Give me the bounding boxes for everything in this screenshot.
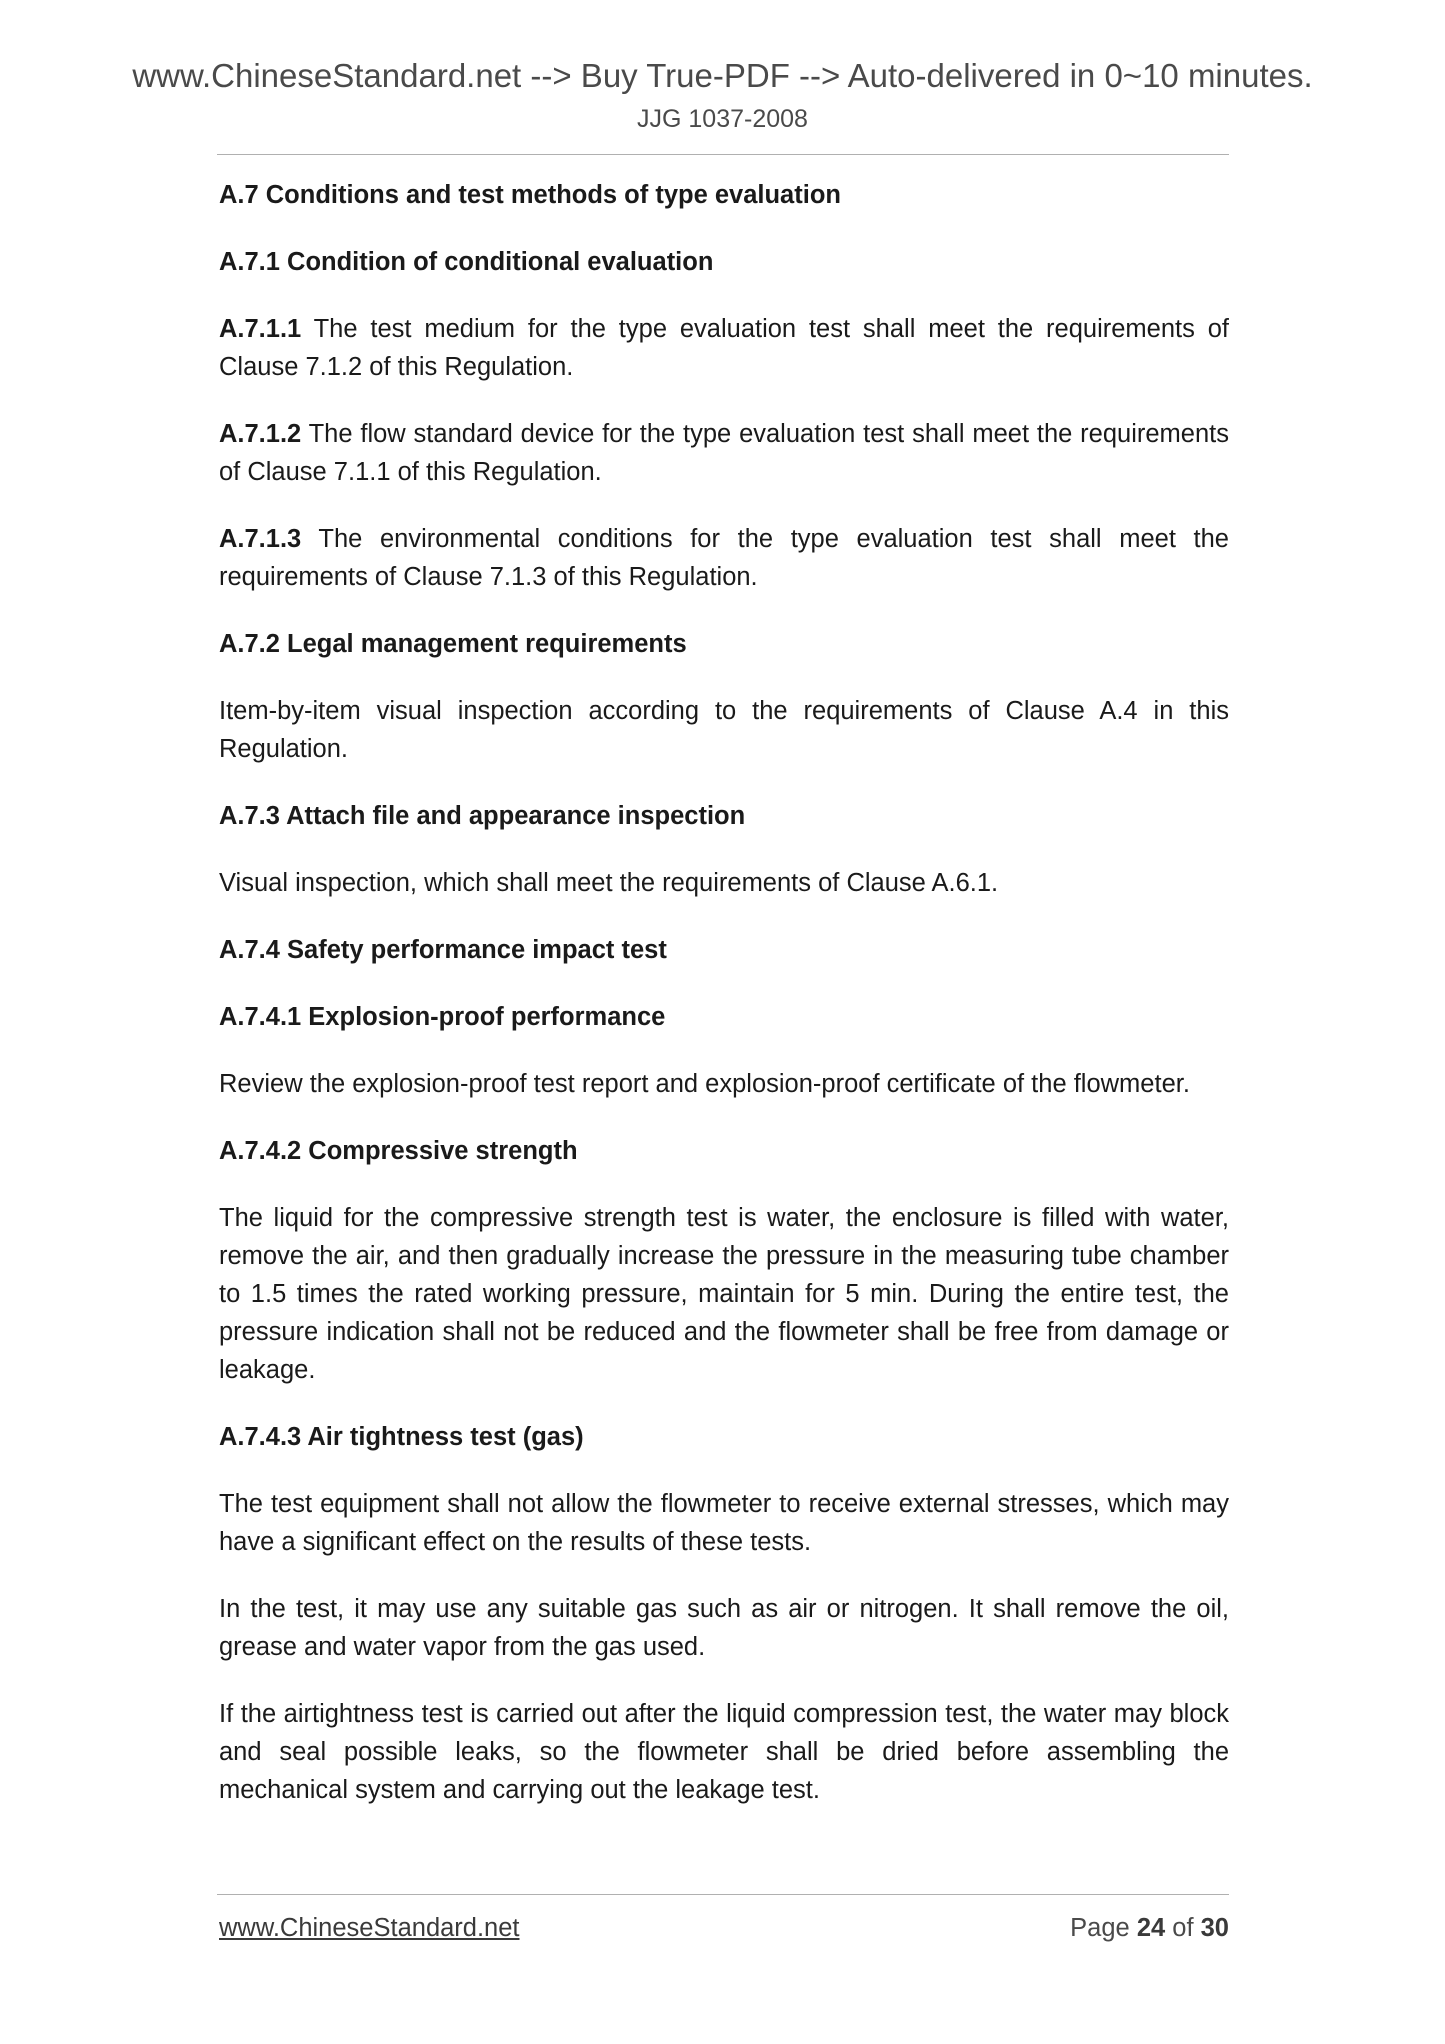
section-heading-a7-4-1: A.7.4.1 Explosion-proof performance	[219, 1003, 666, 1031]
page-number	[1070, 1911, 1229, 1945]
header-divider	[217, 154, 1229, 155]
clause-text: The flow standard device for the type evaluation test shall meet the requirements of Clause 7.1.1 of this Regulation.	[219, 420, 1229, 486]
clause-text: The environmental conditions for the type evaluation test shall meet the requirements of Clause 7.1.3 of this Regulation.	[219, 525, 1229, 591]
section-heading-a7-2: A.7.2 Legal management requirements	[219, 630, 687, 658]
section-heading-a7: A.7 Conditions and test methods of type evaluation	[219, 181, 841, 209]
paragraph-a7-4-3-2: In the test, it may use any suitable gas such as air or nitrogen. It shall remove the oil, grease and water vapor from the gas used.	[219, 1595, 1229, 1661]
footer-divider	[217, 1894, 1229, 1895]
paragraph-a7-4-1: Review the explosion-proof test report and explosion-proof certificate of the flowmeter.	[219, 1070, 1190, 1098]
clause-a7-1-3	[219, 520, 1229, 596]
section-heading-a7-3: A.7.3 Attach file and appearance inspection	[219, 802, 746, 830]
page-label: Page	[1070, 1914, 1137, 1942]
document-body	[219, 176, 1229, 1838]
document-code: JJG 1037-2008	[637, 105, 808, 133]
clause-a7-1-1	[219, 310, 1229, 386]
page-current: 24	[1136, 1914, 1166, 1942]
clause-number: A.7.1.2	[219, 420, 302, 448]
paragraph-a7-4-3-1: The test equipment shall not allow the flowmeter to receive external stresses, which may have a significant effect on the results of these tests.	[219, 1490, 1229, 1556]
page-of: of	[1165, 1914, 1201, 1942]
paragraph-a7-3: Visual inspection, which shall meet the requirements of Clause A.6.1.	[219, 869, 999, 897]
section-heading-a7-4-3: A.7.4.3 Air tightness test (gas)	[219, 1423, 584, 1451]
page-total: 30	[1200, 1914, 1229, 1942]
clause-number: A.7.1.1	[219, 315, 302, 343]
clause-a7-1-2	[219, 415, 1229, 491]
clause-text: The test medium for the type evaluation test shall meet the requirements of Clause 7.1.2 of this Regulation.	[219, 315, 1229, 381]
section-heading-a7-4: A.7.4 Safety performance impact test	[219, 936, 667, 964]
paragraph-a7-2: Item-by-item visual inspection according to the requirements of Clause A.4 in this Regulation.	[219, 697, 1229, 763]
clause-number: A.7.1.3	[219, 525, 302, 553]
section-heading-a7-1: A.7.1 Condition of conditional evaluation	[219, 248, 714, 276]
paragraph-a7-4-3-3: If the airtightness test is carried out after the liquid compression test, the water may block and seal possible leaks, so the flowmeter shall be dried before assembling the mechanical system and carrying out the leakage test.	[219, 1700, 1229, 1804]
paragraph-a7-4-2: The liquid for the compressive strength test is water, the enclosure is filled with water, remove the air, and then gradually increase the pressure in the measuring tube chamber to 1.5 times the rated working pressure, maintain for 5 min. During the entire test, the pressure indication shall not be reduced and the flowmeter shall be free from damage or leakage.	[219, 1204, 1229, 1384]
promo-banner[interactable]: www.ChineseStandard.net --> Buy True-PDF --> Auto-delivered in 0~10 minutes.	[132, 57, 1313, 94]
footer-website-link[interactable]: www.ChineseStandard.net	[219, 1914, 520, 1942]
section-heading-a7-4-2: A.7.4.2 Compressive strength	[219, 1137, 578, 1165]
